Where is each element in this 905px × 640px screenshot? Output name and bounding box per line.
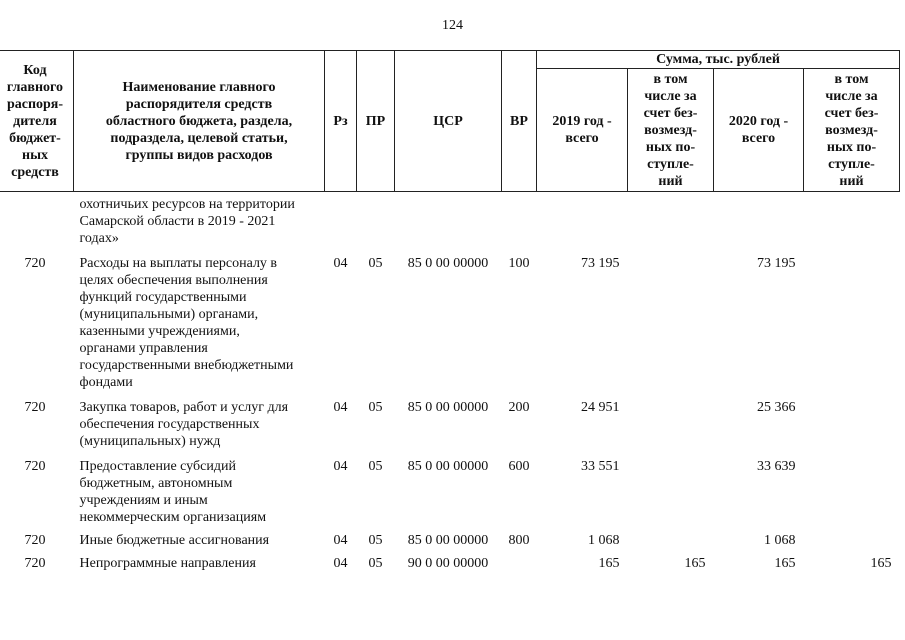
header-pr: ПР bbox=[357, 51, 395, 192]
cell-y2020-free: 165 bbox=[870, 556, 892, 571]
cell-name: Непрограммные направления bbox=[79, 556, 256, 571]
cell-rz: 04 bbox=[333, 256, 348, 271]
cell-y2020-free bbox=[804, 526, 900, 549]
cell-code: 720 bbox=[24, 556, 46, 571]
cell-vr: 800 bbox=[508, 533, 530, 548]
table-row bbox=[0, 549, 900, 572]
cell-name: Закупка товаров, работ и услуг для обеспечения государственных (муниципальных) нужд bbox=[79, 400, 289, 449]
cell-y2020: 165 bbox=[774, 556, 796, 571]
header-name: Наименование главного распорядителя средств областного бюджета, раздела, подраздела, целевой статьи, группы видов расходов bbox=[74, 51, 325, 192]
cell-vr: 600 bbox=[508, 459, 530, 474]
cell-y2020-free bbox=[804, 391, 900, 450]
cell-vr bbox=[502, 549, 537, 572]
header-2019-free: в том числе за счет без- возмезд- ных по- ступле- ний bbox=[628, 69, 714, 192]
cell-pr: 05 bbox=[368, 459, 383, 474]
cell-rz: 04 bbox=[333, 459, 348, 474]
cell-name: Расходы на выплаты персоналу в целях обеспечения выполнения функций государственными (муниципальными) органами, казенными учреждениями, органами управления государственными внебюджетными фондами bbox=[79, 256, 294, 390]
header-2020-free: в том числе за счет без- возмезд- ных по- ступле- ний bbox=[804, 69, 900, 192]
cell-y2019-free bbox=[628, 391, 714, 450]
header-2020-total: 2020 год - всего bbox=[714, 69, 804, 192]
cell-y2020: 25 366 bbox=[757, 400, 796, 415]
cell-pr: 05 bbox=[368, 556, 383, 571]
table-row bbox=[0, 247, 900, 391]
cell-y2019: 73 195 bbox=[581, 256, 620, 271]
cell-y2019-free: 165 bbox=[684, 556, 706, 571]
cell-csr: 85 0 00 00000 bbox=[407, 533, 489, 548]
page-number: 124 bbox=[442, 18, 463, 33]
header-rz: Рз bbox=[325, 51, 357, 192]
cell-y2020-free bbox=[804, 247, 900, 391]
cell-csr: 85 0 00 00000 bbox=[407, 400, 489, 415]
cell-name: Предоставление субсидий бюджетным, автономным учреждениям и иным некоммерческим организациям bbox=[79, 459, 267, 525]
cell-vr: 200 bbox=[508, 400, 530, 415]
cell-y2020: 1 068 bbox=[764, 533, 796, 548]
cell-y2019: 165 bbox=[598, 556, 620, 571]
cell-y2019-free bbox=[628, 526, 714, 549]
continuation-text: охотничьих ресурсов на территории Самарской области в 2019 - 2021 годах» bbox=[79, 197, 295, 246]
cell-y2019: 24 951 bbox=[581, 400, 620, 415]
table-row bbox=[0, 391, 900, 450]
cell-rz: 04 bbox=[333, 533, 348, 548]
cell-pr: 05 bbox=[368, 533, 383, 548]
cell-csr: 85 0 00 00000 bbox=[407, 256, 489, 271]
table-body bbox=[0, 192, 900, 573]
table-row bbox=[0, 450, 900, 526]
cell-rz: 04 bbox=[333, 556, 348, 571]
budget-table bbox=[0, 50, 900, 572]
cell-y2019-free bbox=[628, 247, 714, 391]
header-csr: ЦСР bbox=[395, 51, 502, 192]
table-row bbox=[0, 526, 900, 549]
header-2019-total: 2019 год - всего bbox=[537, 69, 628, 192]
cell-code: 720 bbox=[24, 256, 46, 271]
cell-code: 720 bbox=[24, 400, 46, 415]
cell-y2019: 33 551 bbox=[581, 459, 620, 474]
header-code: Код главного распоря- дителя бюджет- ных средств bbox=[0, 51, 74, 192]
cell-csr: 90 0 00 00000 bbox=[407, 556, 489, 571]
cell-y2019: 1 068 bbox=[588, 533, 620, 548]
cell-pr: 05 bbox=[368, 256, 383, 271]
cell-rz: 04 bbox=[333, 400, 348, 415]
header-vr: ВР bbox=[502, 51, 537, 192]
cell-y2020: 73 195 bbox=[757, 256, 796, 271]
cell-csr: 85 0 00 00000 bbox=[407, 459, 489, 474]
cell-name: Иные бюджетные ассигнования bbox=[79, 533, 270, 548]
cell-vr: 100 bbox=[508, 256, 530, 271]
cell-y2019-free bbox=[628, 450, 714, 526]
cell-y2020-free bbox=[804, 450, 900, 526]
cell-code: 720 bbox=[24, 459, 46, 474]
cell-y2020: 33 639 bbox=[757, 459, 796, 474]
header-sum-group: Сумма, тыс. рублей bbox=[537, 51, 900, 69]
cell-code: 720 bbox=[24, 533, 46, 548]
cell-pr: 05 bbox=[368, 400, 383, 415]
continuation-row bbox=[0, 192, 900, 248]
